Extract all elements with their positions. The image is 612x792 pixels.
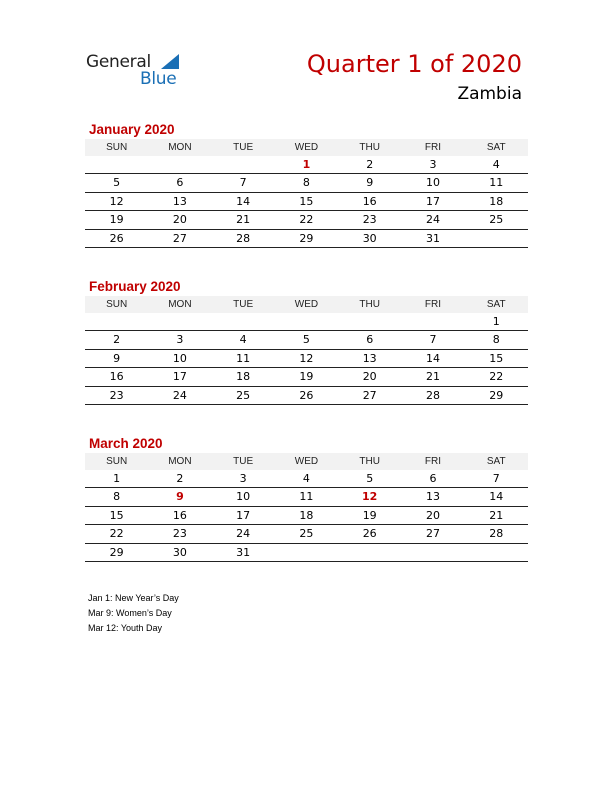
weekday-header: TUE bbox=[233, 142, 254, 153]
page-title: Quarter 1 of 2020 bbox=[306, 50, 522, 78]
empty-day-cell bbox=[148, 156, 211, 173]
day-cell: 17 bbox=[172, 370, 187, 384]
week-row bbox=[85, 470, 528, 488]
day-cell: 18 bbox=[236, 370, 251, 384]
weekday-header: SUN bbox=[106, 299, 128, 310]
day-cell: 6 bbox=[176, 176, 184, 190]
week-row bbox=[85, 156, 528, 174]
holiday-note: Mar 12: Youth Day bbox=[88, 623, 163, 633]
day-cell: 18 bbox=[299, 508, 314, 522]
day-cell: 21 bbox=[236, 213, 251, 227]
day-cell: 13 bbox=[362, 351, 377, 365]
empty-day-cell bbox=[85, 156, 148, 173]
day-cell: 21 bbox=[489, 508, 504, 522]
empty-day-cell bbox=[85, 313, 148, 330]
day-cell: 30 bbox=[172, 545, 187, 559]
day-cell: 11 bbox=[489, 176, 504, 190]
weekday-header: FRI bbox=[424, 142, 442, 153]
week-row bbox=[85, 387, 528, 405]
logo-triangle-icon bbox=[161, 54, 179, 69]
day-cell: 28 bbox=[425, 388, 440, 402]
empty-day-cell bbox=[465, 544, 528, 561]
day-cell: 26 bbox=[299, 388, 314, 402]
week-row bbox=[85, 488, 528, 506]
weekday-header-row bbox=[85, 139, 528, 156]
day-cell: 7 bbox=[492, 472, 500, 485]
month-title: February 2020 bbox=[89, 279, 181, 294]
day-cell: 12 bbox=[362, 490, 378, 504]
day-cell: 5 bbox=[366, 472, 374, 485]
day-cell: 24 bbox=[425, 213, 440, 227]
weekday-header: FRI bbox=[424, 456, 442, 467]
day-cell: 16 bbox=[109, 370, 124, 384]
day-cell: 28 bbox=[236, 231, 251, 245]
empty-day-cell bbox=[275, 313, 338, 330]
day-cell: 1 bbox=[302, 158, 311, 171]
month-title: January 2020 bbox=[89, 122, 175, 137]
day-cell: 10 bbox=[236, 490, 251, 504]
day-cell: 9 bbox=[176, 490, 184, 504]
day-cell: 4 bbox=[492, 158, 500, 171]
week-row bbox=[85, 544, 528, 562]
weekday-header: WED bbox=[294, 456, 319, 467]
day-cell: 19 bbox=[109, 213, 124, 227]
weekday-header-row bbox=[85, 296, 528, 313]
day-cell: 20 bbox=[362, 370, 377, 384]
day-cell: 20 bbox=[425, 508, 440, 522]
day-cell: 4 bbox=[239, 333, 247, 347]
day-cell: 25 bbox=[489, 213, 504, 227]
logo-text-general: General bbox=[86, 52, 151, 72]
day-cell: 22 bbox=[489, 370, 504, 384]
weekday-header: THU bbox=[359, 456, 380, 467]
holiday-note: Mar 9: Women’s Day bbox=[88, 608, 172, 618]
weekday-header: SUN bbox=[106, 456, 128, 467]
weekday-header: TUE bbox=[233, 456, 254, 467]
empty-day-cell bbox=[338, 544, 401, 561]
day-cell: 26 bbox=[109, 231, 124, 245]
month-calendar bbox=[85, 121, 528, 248]
day-cell: 25 bbox=[299, 527, 314, 541]
day-cell: 19 bbox=[362, 508, 377, 522]
empty-day-cell bbox=[401, 313, 464, 330]
weekday-header: MON bbox=[168, 456, 192, 467]
day-cell: 4 bbox=[302, 472, 310, 485]
empty-day-cell bbox=[275, 544, 338, 561]
day-cell: 10 bbox=[172, 351, 187, 365]
week-row bbox=[85, 350, 528, 368]
day-cell: 9 bbox=[366, 176, 374, 190]
day-cell: 17 bbox=[236, 508, 251, 522]
day-cell: 8 bbox=[302, 176, 310, 190]
day-cell: 12 bbox=[109, 194, 124, 208]
weekday-header: FRI bbox=[424, 299, 442, 310]
day-cell: 21 bbox=[425, 370, 440, 384]
day-cell: 6 bbox=[429, 472, 437, 485]
generalblue-logo bbox=[86, 52, 186, 92]
day-cell: 8 bbox=[113, 490, 121, 504]
empty-day-cell bbox=[338, 313, 401, 330]
day-cell: 15 bbox=[489, 351, 504, 365]
day-cell: 20 bbox=[172, 213, 187, 227]
day-cell: 17 bbox=[425, 194, 440, 208]
empty-day-cell bbox=[212, 313, 275, 330]
day-cell: 14 bbox=[236, 194, 251, 208]
day-cell: 7 bbox=[239, 176, 247, 190]
day-cell: 10 bbox=[425, 176, 440, 190]
weekday-header-row bbox=[85, 453, 528, 470]
day-cell: 31 bbox=[425, 231, 440, 245]
day-cell: 1 bbox=[113, 472, 121, 485]
week-row bbox=[85, 230, 528, 248]
day-cell: 29 bbox=[489, 388, 504, 402]
weekday-header: TUE bbox=[233, 299, 254, 310]
country-name: Zambia bbox=[457, 84, 522, 104]
day-cell: 24 bbox=[236, 527, 251, 541]
day-cell: 29 bbox=[109, 545, 124, 559]
day-cell: 23 bbox=[362, 213, 377, 227]
day-cell: 24 bbox=[172, 388, 187, 402]
day-cell: 9 bbox=[113, 351, 121, 365]
week-row bbox=[85, 193, 528, 211]
logo-text-blue: Blue bbox=[140, 69, 177, 89]
day-cell: 8 bbox=[492, 333, 500, 347]
day-cell: 3 bbox=[429, 158, 437, 171]
day-cell: 27 bbox=[362, 388, 377, 402]
month-title: March 2020 bbox=[89, 436, 163, 451]
weekday-header: SAT bbox=[486, 299, 506, 310]
day-cell: 23 bbox=[172, 527, 187, 541]
weekday-header: WED bbox=[294, 299, 319, 310]
day-cell: 11 bbox=[236, 351, 251, 365]
week-row bbox=[85, 368, 528, 386]
holiday-notes bbox=[88, 591, 179, 636]
day-cell: 27 bbox=[172, 231, 187, 245]
day-cell: 5 bbox=[113, 176, 121, 190]
day-cell: 14 bbox=[425, 351, 440, 365]
week-row bbox=[85, 525, 528, 543]
day-cell: 16 bbox=[362, 194, 377, 208]
day-cell: 31 bbox=[236, 545, 251, 559]
day-cell: 2 bbox=[366, 158, 374, 171]
day-cell: 29 bbox=[299, 231, 314, 245]
empty-day-cell bbox=[465, 230, 528, 247]
day-cell: 2 bbox=[176, 472, 184, 485]
weekday-header: THU bbox=[359, 142, 380, 153]
day-cell: 3 bbox=[176, 333, 184, 347]
day-cell: 30 bbox=[362, 231, 377, 245]
weekday-header: SUN bbox=[106, 142, 128, 153]
week-row bbox=[85, 174, 528, 192]
day-cell: 5 bbox=[302, 333, 310, 347]
empty-day-cell bbox=[401, 544, 464, 561]
day-cell: 13 bbox=[425, 490, 440, 504]
day-cell: 23 bbox=[109, 388, 124, 402]
week-row bbox=[85, 331, 528, 349]
month-calendar bbox=[85, 435, 528, 562]
day-cell: 7 bbox=[429, 333, 437, 347]
weekday-header: MON bbox=[168, 299, 192, 310]
day-cell: 2 bbox=[113, 333, 121, 347]
weekday-header: THU bbox=[359, 299, 380, 310]
weekday-header: SAT bbox=[486, 456, 506, 467]
holiday-note: Jan 1: New Year’s Day bbox=[88, 593, 179, 603]
day-cell: 22 bbox=[109, 527, 124, 541]
month-calendar bbox=[85, 278, 528, 405]
day-cell: 16 bbox=[172, 508, 187, 522]
empty-day-cell bbox=[148, 313, 211, 330]
day-cell: 15 bbox=[109, 508, 124, 522]
empty-day-cell bbox=[212, 156, 275, 173]
day-cell: 13 bbox=[172, 194, 187, 208]
weekday-header: SAT bbox=[486, 142, 506, 153]
day-cell: 27 bbox=[425, 527, 440, 541]
day-cell: 12 bbox=[299, 351, 314, 365]
day-cell: 1 bbox=[492, 315, 500, 328]
day-cell: 26 bbox=[362, 527, 377, 541]
day-cell: 6 bbox=[366, 333, 374, 347]
day-cell: 18 bbox=[489, 194, 504, 208]
day-cell: 25 bbox=[236, 388, 251, 402]
day-cell: 15 bbox=[299, 194, 314, 208]
weekday-header: WED bbox=[294, 142, 319, 153]
week-row bbox=[85, 313, 528, 331]
day-cell: 22 bbox=[299, 213, 314, 227]
day-cell: 11 bbox=[299, 490, 314, 504]
week-row bbox=[85, 211, 528, 229]
day-cell: 28 bbox=[489, 527, 504, 541]
weekday-header: MON bbox=[168, 142, 192, 153]
day-cell: 19 bbox=[299, 370, 314, 384]
day-cell: 14 bbox=[489, 490, 504, 504]
week-row bbox=[85, 507, 528, 525]
day-cell: 3 bbox=[239, 472, 247, 485]
